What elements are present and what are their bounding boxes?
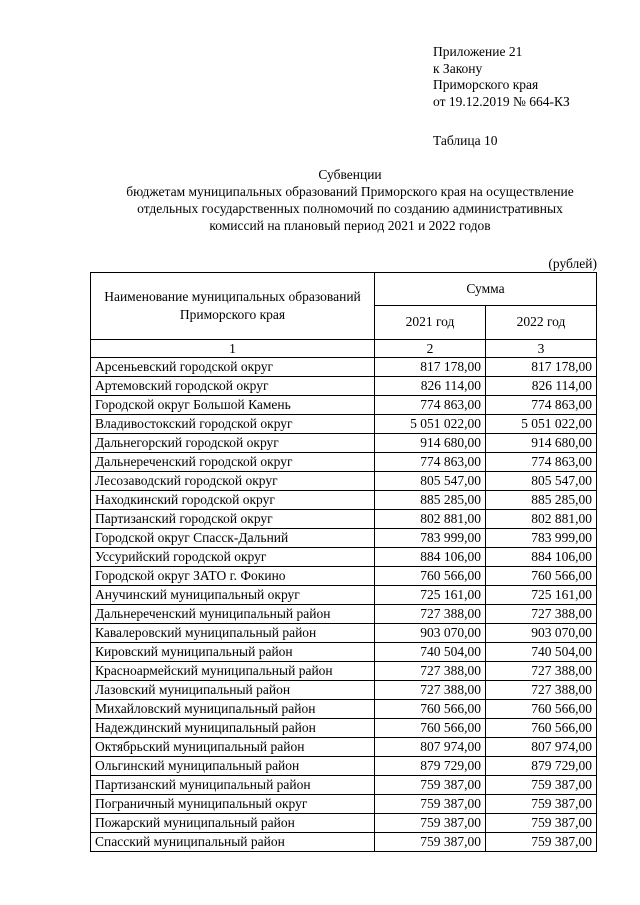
- row-name: Уссурийский городской округ: [91, 548, 375, 567]
- row-name: Городской округ Большой Камень: [91, 396, 375, 415]
- header-year-2022: 2022 год: [486, 305, 597, 339]
- row-value-2022: 760 566,00: [486, 719, 597, 738]
- row-value-2021: 879 729,00: [375, 757, 486, 776]
- table-row: [91, 567, 597, 586]
- table-row: [91, 377, 597, 396]
- row-value-2021: 805 547,00: [375, 472, 486, 491]
- row-value-2022: 903 070,00: [486, 624, 597, 643]
- row-value-2022: 807 974,00: [486, 738, 597, 757]
- row-value-2021: 759 387,00: [375, 814, 486, 833]
- appendix-line: Приложение 21: [433, 44, 523, 59]
- row-value-2021: 5 051 022,00: [375, 415, 486, 434]
- title-line: отдельных государственных полномочий по созданию административных: [137, 201, 563, 216]
- table-row: [91, 795, 597, 814]
- row-name: Кировский муниципальный район: [91, 643, 375, 662]
- row-name: Дальнереченский городской округ: [91, 453, 375, 472]
- appendix-line: к Закону: [433, 60, 483, 76]
- row-name: Кавалеровский муниципальный район: [91, 624, 375, 643]
- title-line: комиссий на плановый период 2021 и 2022 годов: [209, 218, 491, 233]
- row-value-2021: 774 863,00: [375, 453, 486, 472]
- table-row: [91, 700, 597, 719]
- column-index: 1: [91, 340, 375, 358]
- table-row: [91, 776, 597, 795]
- row-value-2022: 727 388,00: [486, 681, 597, 700]
- row-value-2021: 759 387,00: [375, 833, 486, 852]
- row-value-2021: 759 387,00: [375, 795, 486, 814]
- table-row: [91, 453, 597, 472]
- table-row: [91, 814, 597, 833]
- row-value-2021: 760 566,00: [375, 700, 486, 719]
- table-row: [91, 472, 597, 491]
- row-value-2022: 914 680,00: [486, 434, 597, 453]
- row-value-2022: 727 388,00: [486, 662, 597, 681]
- row-name: Находкинский городской округ: [91, 491, 375, 510]
- row-value-2022: 759 387,00: [486, 795, 597, 814]
- units-label: (рублей): [548, 256, 597, 271]
- table-row: [91, 358, 597, 377]
- row-name: Партизанский муниципальный район: [91, 776, 375, 795]
- table-row: [91, 662, 597, 681]
- row-value-2022: 774 863,00: [486, 396, 597, 415]
- row-value-2021: 884 106,00: [375, 548, 486, 567]
- row-value-2021: 817 178,00: [375, 358, 486, 377]
- row-value-2022: 826 114,00: [486, 377, 597, 396]
- row-value-2021: 826 114,00: [375, 377, 486, 396]
- subventions-table: [90, 272, 597, 852]
- row-value-2021: 740 504,00: [375, 643, 486, 662]
- table-row: [91, 833, 597, 852]
- row-value-2022: 879 729,00: [486, 757, 597, 776]
- row-name: Надеждинский муниципальный район: [91, 719, 375, 738]
- appendix-line: Приморского края: [433, 77, 539, 92]
- row-name: Красноармейский муниципальный район: [91, 662, 375, 681]
- row-value-2022: 759 387,00: [486, 833, 597, 852]
- row-name: Лазовский муниципальный район: [91, 681, 375, 700]
- row-name: Пожарский муниципальный район: [91, 814, 375, 833]
- table-row: [91, 529, 597, 548]
- table-row: [91, 434, 597, 453]
- row-value-2021: 783 999,00: [375, 529, 486, 548]
- row-value-2021: 759 387,00: [375, 776, 486, 795]
- row-name: Спасский муниципальный район: [91, 833, 375, 852]
- table-row: [91, 719, 597, 738]
- table-row: [91, 548, 597, 567]
- table-number: Таблица 10: [433, 133, 498, 148]
- document-title: [60, 166, 640, 234]
- table-body: [91, 358, 597, 852]
- row-value-2021: 727 388,00: [375, 681, 486, 700]
- row-name: Партизанский городской округ: [91, 510, 375, 529]
- row-value-2022: 725 161,00: [486, 586, 597, 605]
- row-name: Лесозаводский городской округ: [91, 472, 375, 491]
- title-line: Субвенции: [318, 167, 382, 182]
- row-value-2022: 817 178,00: [486, 358, 597, 377]
- row-value-2021: 885 285,00: [375, 491, 486, 510]
- row-value-2022: 802 881,00: [486, 510, 597, 529]
- row-value-2022: 885 285,00: [486, 491, 597, 510]
- title-line: бюджетам муниципальных образований Приморского края на осуществление: [126, 184, 574, 199]
- row-value-2022: 760 566,00: [486, 567, 597, 586]
- row-value-2022: 884 106,00: [486, 548, 597, 567]
- row-value-2021: 774 863,00: [375, 396, 486, 415]
- row-value-2022: 759 387,00: [486, 776, 597, 795]
- row-name: Дальнереченский муниципальный район: [91, 605, 375, 624]
- row-value-2021: 760 566,00: [375, 567, 486, 586]
- row-name: Анучинский муниципальный округ: [91, 586, 375, 605]
- row-value-2022: 774 863,00: [486, 453, 597, 472]
- row-value-2022: 805 547,00: [486, 472, 597, 491]
- row-value-2021: 725 161,00: [375, 586, 486, 605]
- row-value-2022: 759 387,00: [486, 814, 597, 833]
- row-value-2021: 807 974,00: [375, 738, 486, 757]
- appendix-block: [433, 44, 570, 110]
- table-row: [91, 624, 597, 643]
- row-value-2021: 760 566,00: [375, 719, 486, 738]
- row-value-2022: 727 388,00: [486, 605, 597, 624]
- row-name: Городской округ Спасск-Дальний: [91, 529, 375, 548]
- table-row: [91, 643, 597, 662]
- row-value-2021: 802 881,00: [375, 510, 486, 529]
- row-value-2021: 727 388,00: [375, 662, 486, 681]
- row-value-2022: 5 051 022,00: [486, 415, 597, 434]
- table-row: [91, 491, 597, 510]
- row-name: Артемовский городской округ: [91, 377, 375, 396]
- table-row: [91, 415, 597, 434]
- row-name: Пограничный муниципальный округ: [91, 795, 375, 814]
- table-row: [91, 605, 597, 624]
- table-row: [91, 738, 597, 757]
- row-value-2022: 740 504,00: [486, 643, 597, 662]
- table-row: [91, 757, 597, 776]
- row-name: Ольгинский муниципальный район: [91, 757, 375, 776]
- column-index: 2: [375, 340, 486, 358]
- row-name: Дальнегорский городской округ: [91, 434, 375, 453]
- row-name: Михайловский муниципальный район: [91, 700, 375, 719]
- row-value-2021: 727 388,00: [375, 605, 486, 624]
- column-index: 3: [486, 340, 597, 358]
- header-year-2021: 2021 год: [375, 305, 486, 339]
- appendix-line: от 19.12.2019 № 664-КЗ: [433, 93, 570, 109]
- row-name: Арсеньевский городской округ: [91, 358, 375, 377]
- row-value-2022: 760 566,00: [486, 700, 597, 719]
- table-row: [91, 681, 597, 700]
- table-row: [91, 396, 597, 415]
- table-row: [91, 510, 597, 529]
- row-name: Городской округ ЗАТО г. Фокино: [91, 567, 375, 586]
- header-sum: Сумма: [375, 273, 597, 306]
- row-name: Владивостокский городской округ: [91, 415, 375, 434]
- row-value-2022: 783 999,00: [486, 529, 597, 548]
- row-value-2021: 914 680,00: [375, 434, 486, 453]
- header-name: Наименование муниципальных образований Приморского края: [91, 273, 375, 340]
- table-row: [91, 586, 597, 605]
- row-value-2021: 903 070,00: [375, 624, 486, 643]
- row-name: Октябрьский муниципальный район: [91, 738, 375, 757]
